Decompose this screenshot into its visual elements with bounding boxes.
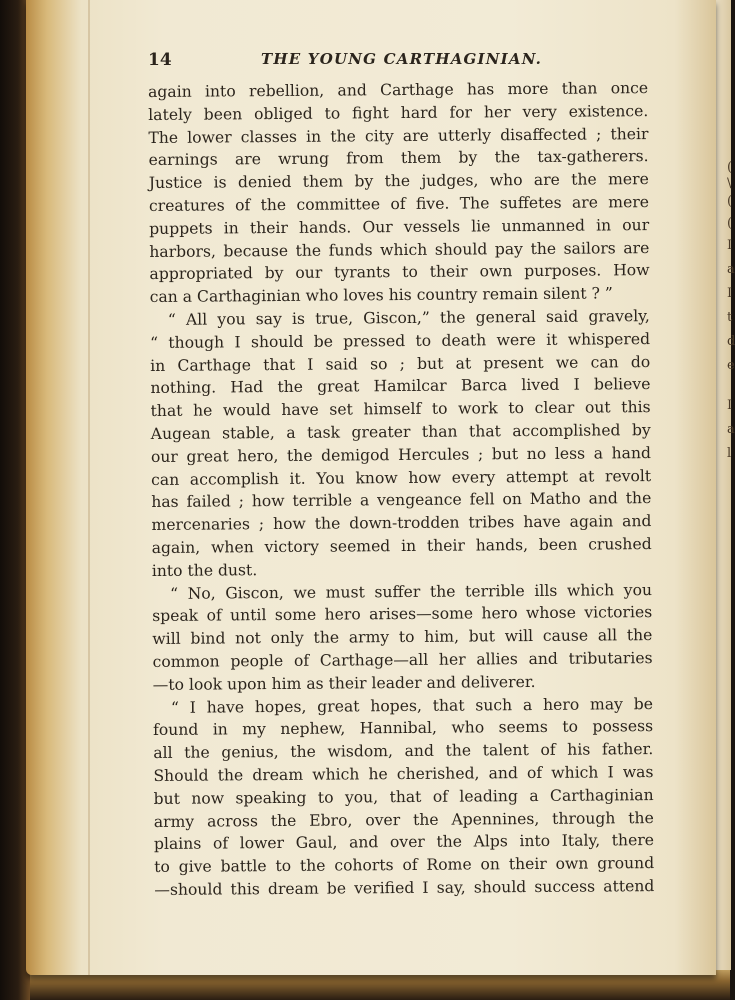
text-line: army across the Ebro, over the Apennines, through the [153,808,654,831]
text-line: “ though I should be pressed to death were it whispered [149,329,651,352]
next-page-glyph: ( [727,194,733,209]
text-line: creatures of the committee of five. The suffetes are mere [148,193,650,215]
body-text [148,77,654,902]
text-line: —to look upon him as their leader and deliverer. [152,672,536,694]
next-page-glyph: d [727,334,735,349]
text-line: “ No, Giscon, we must suffer the terrible ills which you [169,580,653,603]
text-line: earnings are wrung from them by the tax-gatherers. [148,147,649,170]
text-line: can a Carthaginian who loves his country remain silent ? ” [149,284,613,307]
text-line: to give battle to the cohorts of Rome on their own ground [154,854,655,877]
text-line: Justice is denied them by the judges, who are the mere [148,170,649,193]
text-line: found in my nephew, Hannibal, who seems to possess [153,717,654,740]
text-line: again, when victory seemed in their hands, been crushed [151,534,652,557]
text-line: mercenaries ; how the down-trodden tribes have again and [151,512,652,535]
text-line: appropriated by our tyrants to their own purposes. How [149,261,650,284]
running-title: THE YOUNG CARTHAGINIAN. [261,50,543,68]
text-line: will bind not only the army to him, but will cause all the [152,626,653,649]
text-line: Should the dream which he cherished, and of which I was [153,762,654,785]
text-line: has failed ; how terrible a vengeance fell on Matho and the [151,489,652,512]
text-line: puppets in their hands. Our vessels lie unmanned in our [149,215,650,238]
next-page-glyph: a [727,262,735,277]
text-line: all the genius, the wisdom, and the talent of his father. [153,740,654,763]
next-page-glyph: \ [727,176,732,191]
next-page-glyph: e [727,358,735,373]
text-line: —should this dream be verified I say, should success attend [154,876,655,899]
text-line: Augean stable, a task greater than that accomplished by [150,421,651,443]
text-line: harbors, because the funds which should pay the sailors are [149,238,650,261]
text-line: speak of until some hero arises—some hero whose victories [152,603,653,626]
text-line: our great hero, the demigod Hercules ; but no less a hand [150,443,652,466]
next-page-glyph: I [727,398,733,413]
text-line: lately been obliged to fight hard for her very existence. [148,101,649,124]
text-line: “ All you say is true, Giscon,” the general said gravely, [167,307,650,329]
text-line: common people of Carthage—all her allies and tributaries [152,648,653,671]
text-line: that he would have set himself to work to clear out this [150,398,651,421]
text-line: nothing. Had the great Hamilcar Barca lived I believe [150,375,651,398]
text-line: “ I have hopes, great hopes, that such a hero may be [170,694,653,717]
next-page-glyph: I [727,238,733,253]
text-line: The lower classes in the city are utterly disaffected ; their [148,124,649,147]
text-line: plains of lower Gaul, and over the Alps into Italy, there [153,831,655,854]
next-page-glyph: I [727,286,733,301]
running-head [148,50,648,72]
page-gutter [88,0,90,975]
page-number: 14 [148,50,172,70]
next-page-glyph: l [727,446,732,461]
text-line: can accomplish it. You know how every attempt at revolt [151,466,652,489]
text-line: in Carthage that I said so ; but at present we can do [150,352,651,375]
text-line: again into rebellion, and Carthage has more than once [148,79,649,101]
text-line: into the dust. [151,560,258,580]
next-page-glyph: a [727,422,735,437]
text-line: but now speaking to you, that of leading a Carthaginian [153,785,654,808]
next-page-glyph: ( [727,216,733,231]
next-page-glyph: t [727,310,733,325]
next-page-glyph: ( [727,160,733,175]
